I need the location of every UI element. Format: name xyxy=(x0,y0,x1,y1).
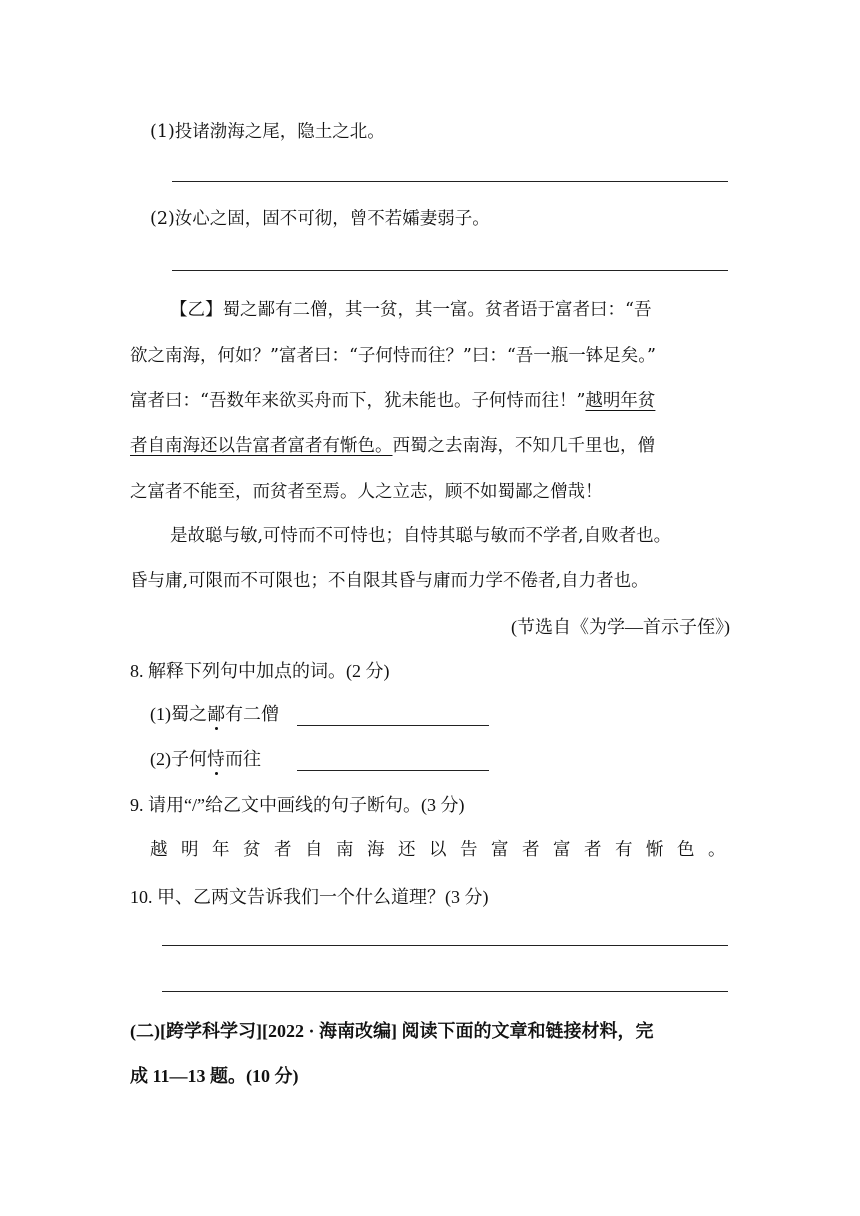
q8-1-suffix: 有二僧 xyxy=(225,704,279,724)
q8-1-answer-blank[interactable] xyxy=(297,707,489,726)
question-a1: (1)投诸渤海之尾，隐土之北。 xyxy=(150,122,385,142)
passage-b-line3 xyxy=(130,387,655,412)
question-a2: (2)汝心之固，固不可彻，曾不若孀妻弱子。 xyxy=(150,209,490,229)
answer-line-a2 xyxy=(172,270,728,271)
q8-1-prefix: (1)蜀之 xyxy=(150,704,207,724)
passage-b-line5: 之富者不能至，而贫者至焉。人之立志，顾不如蜀鄙之僧哉！ xyxy=(130,482,603,502)
question-10: 10. 甲、乙两文告诉我们一个什么道理？(3 分) xyxy=(130,887,489,907)
answer-line-10a xyxy=(162,945,728,946)
passage-b-line4-text: 西蜀之去南海，不知几千里也，僧 xyxy=(392,436,655,456)
question-8-2 xyxy=(150,745,489,771)
question-8-1 xyxy=(150,700,489,726)
passage-b-line2: 欲之南海，何如？”富者曰：“子何恃而往？”曰：“吾一瓶一钵足矣。” xyxy=(130,346,656,366)
passage-b-line7: 昏与庸,可限而不可限也；不自限其昏与庸而力学不倦者,自力者也。 xyxy=(130,571,649,591)
q8-2-dotted-word: 恃 xyxy=(207,749,225,769)
section2-heading-line1: (二)[跨学科学习][2022 · 海南改编] 阅读下面的文章和链接材料，完 xyxy=(130,1021,654,1041)
passage-source: (节选自《为学—首示子侄》) xyxy=(511,617,730,637)
passage-b-line6: 是故聪与敏,可恃而不可恃也；自恃其聪与敏而不学者,自败者也。 xyxy=(170,526,672,546)
q8-2-suffix: 而往 xyxy=(225,749,261,769)
q8-2-answer-blank[interactable] xyxy=(297,752,489,771)
passage-b-line3-text: 富者曰：“吾数年来欲买舟而下，犹未能也。子何恃而往！” xyxy=(130,391,586,411)
question-9: 9. 请用“/”给乙文中画线的句子断句。(3 分) xyxy=(130,795,465,815)
underlined-sentence-part1: 越明年贫 xyxy=(585,391,656,411)
answer-line-a1 xyxy=(172,181,728,182)
question-8: 8. 解释下列句中加点的词。(2 分) xyxy=(130,661,390,681)
q8-1-dotted-word: 鄙 xyxy=(207,704,225,724)
passage-b-line1: 【乙】蜀之鄙有二僧，其一贫，其一富。贫者语于富者曰：“吾 xyxy=(170,300,652,320)
passage-b-line4 xyxy=(130,432,655,457)
section2-heading-line2: 成 11—13 题。(10 分) xyxy=(130,1066,299,1086)
question-9-sentence: 越明年贫者自南海还以告富者富者有惭色。 xyxy=(150,840,739,860)
answer-line-10b xyxy=(162,991,728,992)
q8-2-prefix: (2)子何 xyxy=(150,749,207,769)
underlined-sentence-part2: 者自南海还以告富者富者有惭色。 xyxy=(130,436,393,456)
